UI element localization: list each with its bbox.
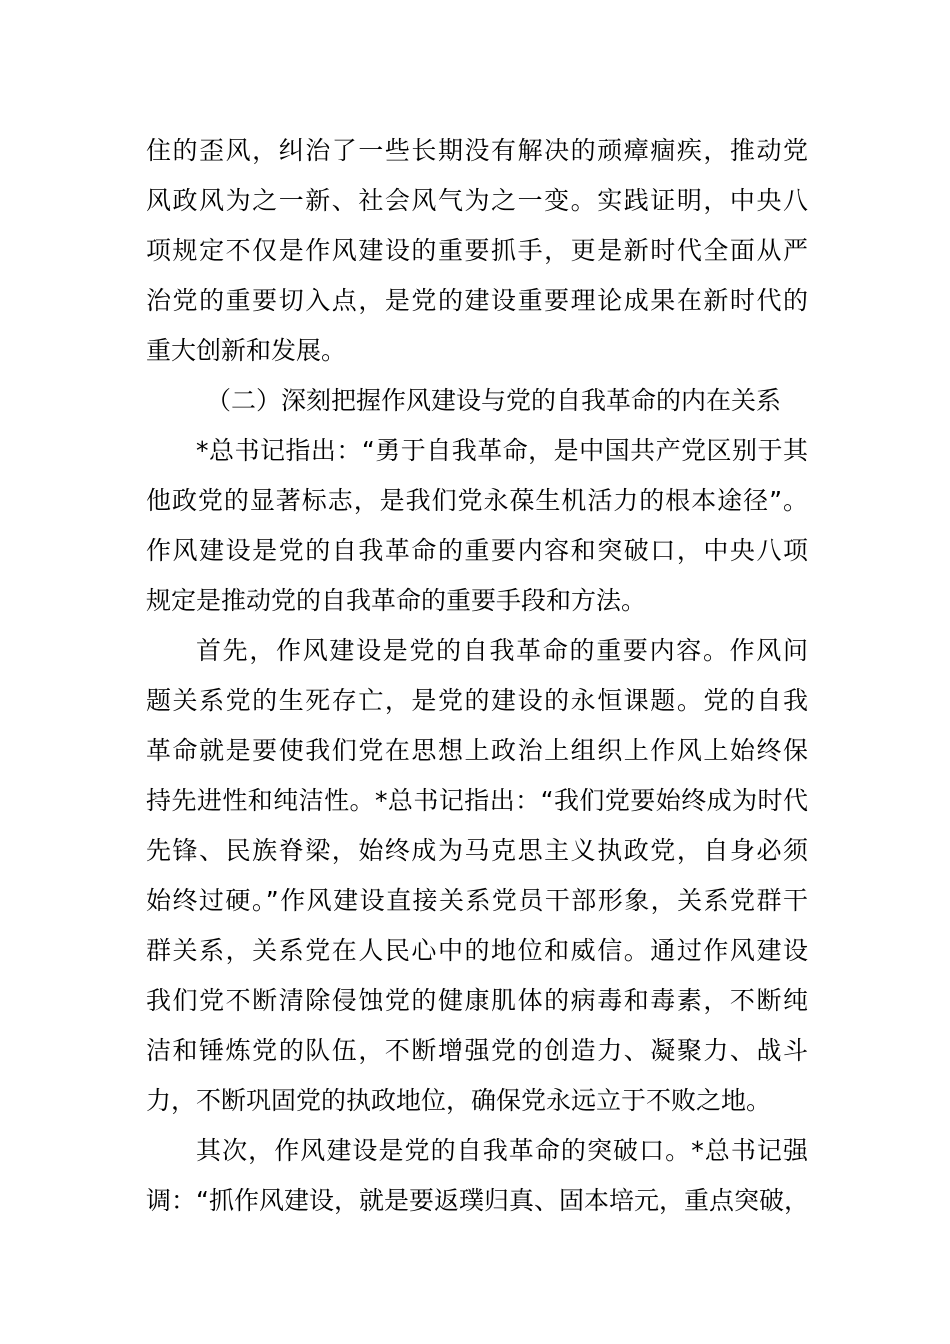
text-line: 革命就是要使我们党在思想上政治上组织上作风上始终保 [146, 736, 808, 765]
paragraph [146, 1126, 808, 1226]
text-line: 洁和锤炼党的队伍，不断增强党的创造力、凝聚力、战斗 [146, 1036, 808, 1065]
paragraph [146, 426, 808, 626]
text-line: 首先，作风建设是党的自我革命的重要内容。作风问 [196, 636, 808, 665]
text-line: 调：“抓作风建设，就是要返璞归真、固本培元，重点突破， [146, 1186, 809, 1215]
heading-line: （二）深刻把握作风建设与党的自我革命的内在关系 [206, 386, 782, 415]
paragraph [146, 126, 808, 376]
text-line: 群关系，关系党在人民心中的地位和威信。通过作风建设 [146, 936, 808, 965]
section-heading [146, 376, 808, 426]
document-body [146, 126, 808, 1226]
text-line: 治党的重要切入点，是党的建设重要理论成果在新时代的 [146, 286, 808, 315]
text-line: 力，不断巩固党的执政地位，确保党永远立于不败之地。 [146, 1086, 772, 1115]
paragraph [146, 626, 808, 1126]
text-line: *总书记指出：“勇于自我革命，是中国共产党区别于其 [196, 436, 808, 465]
text-line: 他政党的显著标志，是我们党永葆生机活力的根本途径”。 [146, 486, 808, 515]
text-line: 先锋、民族脊梁，始终成为马克思主义执政党，自身必须 [146, 836, 808, 865]
text-line: 住的歪风，纠治了一些长期没有解决的顽瘴痼疾，推动党 [146, 136, 808, 165]
text-line: 重大创新和发展。 [146, 336, 347, 365]
text-line: 项规定不仅是作风建设的重要抓手，更是新时代全面从严 [146, 236, 808, 265]
text-line: 我们党不断清除侵蚀党的健康肌体的病毒和毒素，不断纯 [146, 986, 808, 1015]
text-line: 作风建设是党的自我革命的重要内容和突破口，中央八项 [146, 536, 808, 565]
text-line: 始终过硬。”作风建设直接关系党员干部形象，关系党群干 [146, 886, 808, 915]
text-line: 题关系党的生死存亡，是党的建设的永恒课题。党的自我 [146, 686, 808, 715]
text-line: 规定是推动党的自我革命的重要手段和方法。 [146, 586, 647, 615]
text-line: 其次，作风建设是党的自我革命的突破口。*总书记强 [196, 1136, 808, 1165]
text-line: 持先进性和纯洁性。*总书记指出：“我们党要始终成为时代 [146, 786, 808, 815]
text-line: 风政风为之一新、社会风气为之一变。实践证明，中央八 [146, 186, 808, 215]
